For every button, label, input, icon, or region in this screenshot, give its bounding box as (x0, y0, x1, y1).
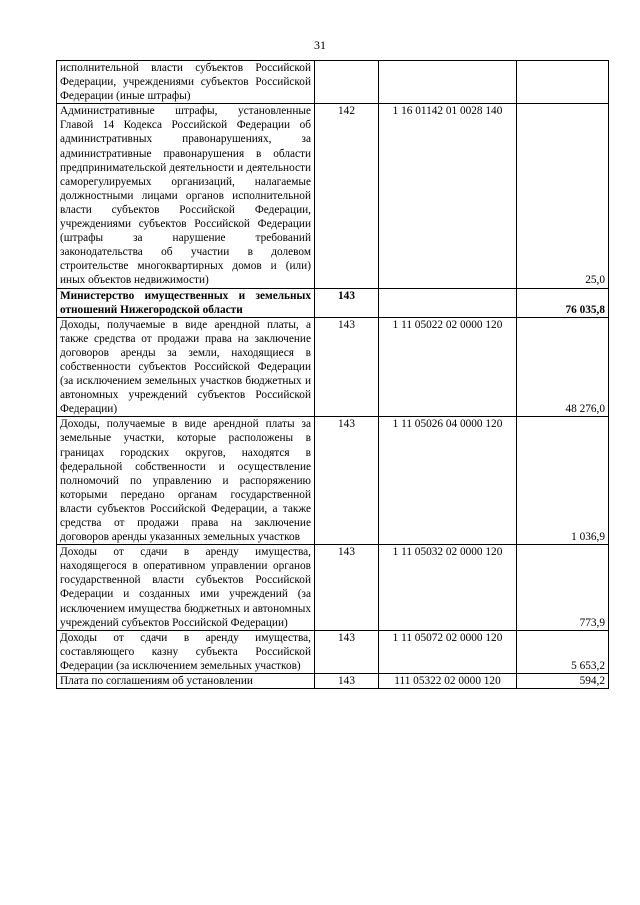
row-name-cell (57, 317, 315, 417)
kbk-cell: 1 11 05022 02 0000 120 (379, 317, 517, 417)
amount-cell: 48 276,0 (517, 317, 609, 417)
row-name: исполнительной власти субъектов Российской Федерации, учреждениями субъектов Российской Федерации (иные штрафы) (60, 62, 311, 103)
amount-cell (517, 61, 609, 104)
row-name: Доходы от сдачи в аренду имущества, находящегося в оперативном управлении органов государственной власти субъектов Российской Федерации и созданных ими учреждений (за исключением имущества бюджетных и автономных учреждений субъектов Российской Федерации) (60, 546, 311, 629)
table-row (57, 545, 609, 631)
amount-cell: 594,2 (517, 674, 609, 689)
admin-code-cell: 143 (315, 417, 379, 545)
admin-code-cell: 143 (315, 674, 379, 689)
kbk-cell: 1 11 05032 02 0000 120 (379, 545, 517, 631)
row-name: Доходы, получаемые в виде арендной платы за земельные участки, которые расположены в границах городских округов, находятся в федеральной собственности и осуществление полномочий по управлению и распоряжению которыми передано органам государственной власти субъектов Российской Федерации, а также средства от продажи права на заключение договоров аренды указанных земельных участков (60, 418, 311, 544)
amount-cell: 25,0 (517, 104, 609, 288)
table-row (57, 317, 609, 417)
row-name: Плата по соглашениям об установлении (60, 675, 253, 688)
admin-code-cell (315, 61, 379, 104)
admin-code-cell: 143 (315, 630, 379, 673)
row-name-cell (57, 417, 315, 545)
admin-code-cell: 142 (315, 104, 379, 288)
row-name-cell (57, 545, 315, 631)
amount-cell: 773,9 (517, 545, 609, 631)
row-name-cell (57, 674, 315, 689)
amount-cell: 76 035,8 (517, 288, 609, 317)
kbk-cell: 111 05322 02 0000 120 (379, 674, 517, 689)
revenue-table (56, 60, 609, 689)
row-name: Доходы от сдачи в аренду имущества, составляющего казну субъекта Российской Федерации (за исключением земельных участков) (60, 631, 311, 672)
amount-cell: 5 653,2 (517, 630, 609, 673)
ministry-name: Министерство имущественных и земельных отношений Нижегородской области (60, 289, 311, 316)
table-row (57, 417, 609, 545)
table-row (57, 104, 609, 288)
kbk-cell: 1 11 05072 02 0000 120 (379, 630, 517, 673)
row-name: Административные штрафы, установленные Главой 14 Кодекса Российской Федерации об административных правонарушениях, за административные правонарушения в области предпринимательской деятельности и деятельности саморегулируемых организаций, налагаемые должностными лицами органов исполнительной власти субъектов Российской Федерации, учреждениями субъектов Российской Федерации (штрафы за нарушение требований законодательства об участии в долевом строительстве многоквартирных домов и (или) иных объектов недвижимости) (60, 105, 311, 287)
row-name: Доходы, получаемые в виде арендной платы, а также средства от продажи права на заключение договоров аренды за земли, находящиеся в собственности субъектов Российской Федерации (за исключением земельных участков бюджетных и автономных учреждений субъектов Российской Федерации) (60, 318, 311, 416)
row-name-cell (57, 630, 315, 673)
table-row (57, 61, 609, 104)
kbk-cell (379, 288, 517, 317)
admin-code-cell: 143 (315, 317, 379, 417)
kbk-cell (379, 61, 517, 104)
page-number: 31 (314, 38, 326, 52)
kbk-cell: 1 11 05026 04 0000 120 (379, 417, 517, 545)
table-row (57, 674, 609, 689)
row-name-cell (57, 61, 315, 104)
admin-code-cell: 143 (315, 288, 379, 317)
table-row-ministry (57, 288, 609, 317)
row-name-cell (57, 288, 315, 317)
amount-cell: 1 036,9 (517, 417, 609, 545)
admin-code-cell: 143 (315, 545, 379, 631)
kbk-cell: 1 16 01142 01 0028 140 (379, 104, 517, 288)
table-row (57, 630, 609, 673)
row-name-cell (57, 104, 315, 288)
